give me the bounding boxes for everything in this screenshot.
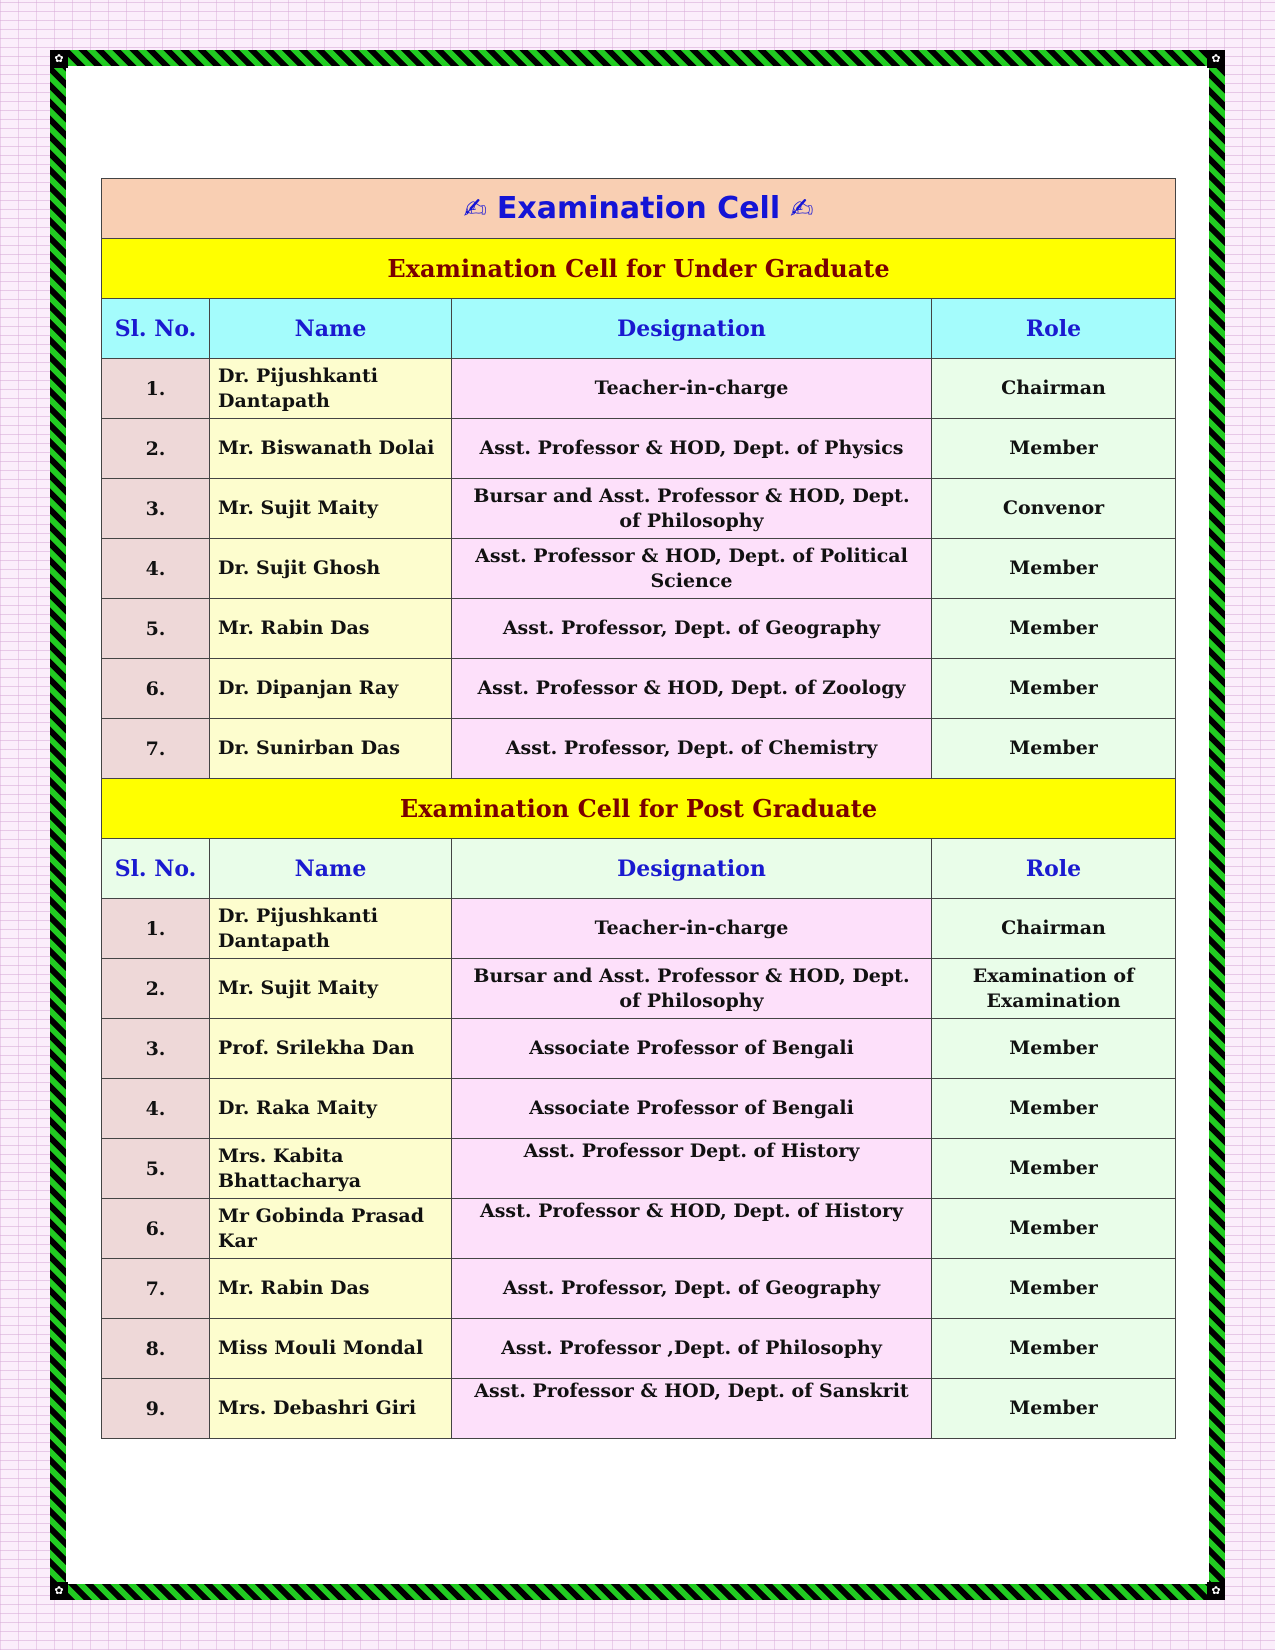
column-header-designation: Designation <box>452 839 932 899</box>
name-cell: Prof. Srilekha Dan <box>210 1019 452 1079</box>
name-cell: Dr. Pijushkanti Dantapath <box>210 899 452 959</box>
sl-no-cell: 9. <box>102 1379 210 1439</box>
sl-no-cell: 7. <box>102 719 210 779</box>
designation-cell: Bursar and Asst. Professor & HOD, Dept. of Philosophy <box>452 479 932 539</box>
column-header-role: Role <box>932 839 1176 899</box>
table-row <box>102 539 1176 599</box>
sl-no-cell: 2. <box>102 959 210 1019</box>
name-cell: Dr. Sujit Ghosh <box>210 539 452 599</box>
examination-cell-table <box>101 178 1176 1439</box>
role-cell: Member <box>932 659 1176 719</box>
title-row <box>102 179 1176 239</box>
column-header-sl-no: Sl. No. <box>102 299 210 359</box>
sl-no-cell: 4. <box>102 1079 210 1139</box>
writing-hand-icon: ✍ <box>463 192 487 225</box>
name-cell: Dr. Pijushkanti Dantapath <box>210 359 452 419</box>
table-row <box>102 719 1176 779</box>
column-header-name: Name <box>210 839 452 899</box>
table-row <box>102 1079 1176 1139</box>
sl-no-cell: 3. <box>102 1019 210 1079</box>
designation-cell: Associate Professor of Bengali <box>452 1079 932 1139</box>
table-row <box>102 359 1176 419</box>
name-cell: Mr. Rabin Das <box>210 1259 452 1319</box>
name-cell: Mr. Sujit Maity <box>210 479 452 539</box>
table-row <box>102 1139 1176 1199</box>
role-cell: Member <box>932 1139 1176 1199</box>
role-cell: Member <box>932 1079 1176 1139</box>
page-title: Examination Cell <box>496 191 781 226</box>
table-row <box>102 659 1176 719</box>
role-cell: Member <box>932 1319 1176 1379</box>
name-cell: Dr. Sunirban Das <box>210 719 452 779</box>
designation-cell: Bursar and Asst. Professor & HOD, Dept. of Philosophy <box>452 959 932 1019</box>
corner-ornament-icon: ✿ <box>1207 1582 1225 1600</box>
table-row <box>102 1259 1176 1319</box>
column-header-role: Role <box>932 299 1176 359</box>
section-heading: Examination Cell for Post Graduate <box>102 779 1176 839</box>
sl-no-cell: 5. <box>102 1139 210 1199</box>
table-row <box>102 479 1176 539</box>
sl-no-cell: 2. <box>102 419 210 479</box>
table-row <box>102 1199 1176 1259</box>
name-cell: Mr Gobinda Prasad Kar <box>210 1199 452 1259</box>
designation-cell: Teacher-in-charge <box>452 899 932 959</box>
designation-cell: Asst. Professor, Dept. of Chemistry <box>452 719 932 779</box>
designation-cell: Asst. Professor & HOD, Dept. of Political Science <box>452 539 932 599</box>
designation-cell: Asst. Professor, Dept. of Geography <box>452 1259 932 1319</box>
role-cell: Examination of Examination <box>932 959 1176 1019</box>
table-row <box>102 1319 1176 1379</box>
name-cell: Miss Mouli Mondal <box>210 1319 452 1379</box>
name-cell: Mr. Sujit Maity <box>210 959 452 1019</box>
sl-no-cell: 6. <box>102 1199 210 1259</box>
designation-cell: Asst. Professor & HOD, Dept. of History <box>452 1199 932 1259</box>
table-row <box>102 899 1176 959</box>
role-cell: Chairman <box>932 899 1176 959</box>
table-body <box>102 179 1176 1439</box>
name-cell: Mrs. Kabita Bhattacharya <box>210 1139 452 1199</box>
role-cell: Member <box>932 599 1176 659</box>
column-header-sl-no: Sl. No. <box>102 839 210 899</box>
sl-no-cell: 5. <box>102 599 210 659</box>
designation-cell: Asst. Professor & HOD, Dept. of Zoology <box>452 659 932 719</box>
role-cell: Member <box>932 1199 1176 1259</box>
role-cell: Member <box>932 1259 1176 1319</box>
table-row <box>102 1019 1176 1079</box>
sl-no-cell: 6. <box>102 659 210 719</box>
role-cell: Chairman <box>932 359 1176 419</box>
column-header-designation: Designation <box>452 299 932 359</box>
designation-cell: Asst. Professor Dept. of History <box>452 1139 932 1199</box>
name-cell: Mr. Biswanath Dolai <box>210 419 452 479</box>
role-cell: Member <box>932 719 1176 779</box>
pg-section-heading-row <box>102 779 1176 839</box>
ug-column-header-row <box>102 299 1176 359</box>
name-cell: Mr. Rabin Das <box>210 599 452 659</box>
role-cell: Convenor <box>932 479 1176 539</box>
ug-section-heading-row <box>102 239 1176 299</box>
table-row <box>102 599 1176 659</box>
column-header-name: Name <box>210 299 452 359</box>
table-row <box>102 959 1176 1019</box>
corner-ornament-icon: ✿ <box>1207 50 1225 68</box>
designation-cell: Teacher-in-charge <box>452 359 932 419</box>
section-heading: Examination Cell for Under Graduate <box>102 239 1176 299</box>
writing-hand-icon: ✍ <box>790 192 814 225</box>
designation-cell: Associate Professor of Bengali <box>452 1019 932 1079</box>
corner-ornament-icon: ✿ <box>50 1582 68 1600</box>
role-cell: Member <box>932 1019 1176 1079</box>
sl-no-cell: 7. <box>102 1259 210 1319</box>
sl-no-cell: 8. <box>102 1319 210 1379</box>
designation-cell: Asst. Professor, Dept. of Geography <box>452 599 932 659</box>
table-row <box>102 1379 1176 1439</box>
designation-cell: Asst. Professor ,Dept. of Philosophy <box>452 1319 932 1379</box>
name-cell: Dr. Dipanjan Ray <box>210 659 452 719</box>
name-cell: Mrs. Debashri Giri <box>210 1379 452 1439</box>
sl-no-cell: 4. <box>102 539 210 599</box>
page-title-cell <box>102 179 1176 239</box>
sl-no-cell: 3. <box>102 479 210 539</box>
table-row <box>102 419 1176 479</box>
designation-cell: Asst. Professor & HOD, Dept. of Sanskrit <box>452 1379 932 1439</box>
role-cell: Member <box>932 419 1176 479</box>
designation-cell: Asst. Professor & HOD, Dept. of Physics <box>452 419 932 479</box>
pg-column-header-row <box>102 839 1176 899</box>
sl-no-cell: 1. <box>102 359 210 419</box>
corner-ornament-icon: ✿ <box>50 50 68 68</box>
sl-no-cell: 1. <box>102 899 210 959</box>
role-cell: Member <box>932 1379 1176 1439</box>
name-cell: Dr. Raka Maity <box>210 1079 452 1139</box>
role-cell: Member <box>932 539 1176 599</box>
